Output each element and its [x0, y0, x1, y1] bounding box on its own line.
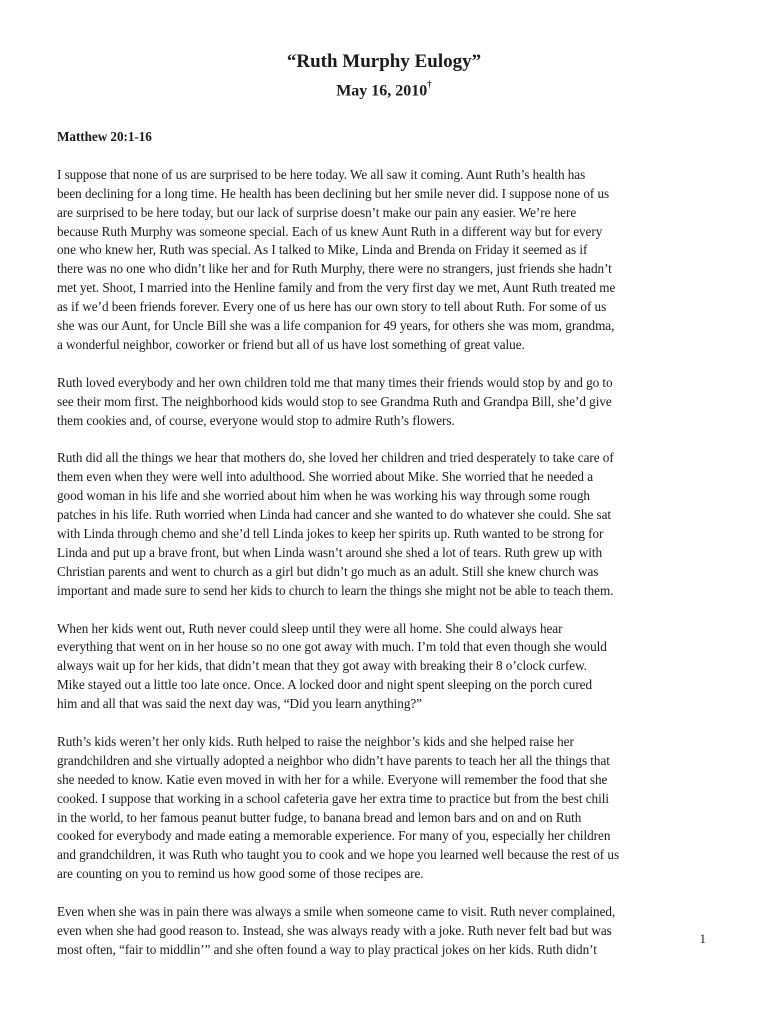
- paragraph-line: with Linda through chemo and she’d tell Linda jokes to keep her spirits up. Ruth wanted to be strong for: [57, 525, 604, 541]
- paragraph-line: Even when she was in pain there was always a smile when someone came to visit. Ruth never complained,: [57, 904, 616, 920]
- paragraph-line: cooked for everybody and made eating a memorable experience. For many of you, especially her children: [57, 828, 611, 844]
- paragraph-line: one who knew her, Ruth was special. As I talked to Mike, Linda and Brenda on Friday it seemed as if: [57, 242, 588, 258]
- document-title: “Ruth Murphy Eulogy”: [286, 51, 482, 72]
- paragraph-line: Linda and put up a brave front, but when Linda wasn’t around she shed a lot of tears. Ruth grew up with: [57, 544, 603, 560]
- paragraph-line: most often, “fair to middlin’” and she often found a way to play practical jokes on her kids. Ruth didn’t: [57, 941, 597, 957]
- paragraph-line: cooked. I suppose that working in a school cafeteria gave her extra time to practice but from the best chili: [57, 790, 609, 806]
- paragraph-line: she needed to know. Katie even moved in with her for a while. Everyone will remember the food that she: [57, 771, 608, 787]
- paragraph-line: everything that went on in her house so no one got away with much. I’m told that even though she would: [57, 639, 607, 655]
- paragraph-line: Ruth loved everybody and her own children told me that many times their friends would stop by and go to: [57, 374, 613, 390]
- paragraph-line: them even when they were well into adulthood. She worried about Mike. She worried that he needed a: [57, 469, 593, 485]
- paragraph-line: Ruth did all the things we hear that mothers do, she loved her children and tried desperately to take care of: [57, 450, 614, 466]
- body-paragraph: [57, 733, 717, 884]
- document-date: [0, 76, 768, 101]
- paragraph-line: important and made sure to send her kids to church to learn the things she might not be able to teach them.: [57, 582, 614, 598]
- body-paragraph: [57, 620, 717, 715]
- body-paragraph: [57, 166, 717, 355]
- paragraph-line: a wonderful neighbor, coworker or friend but all of us have lost something of great value.: [57, 336, 525, 352]
- paragraph-line: see their mom first. The neighborhood kids would stop to see Grandma Ruth and Grandpa Bill, she’d give: [57, 393, 612, 409]
- paragraph-line: them cookies and, of course, everyone would stop to admire Ruth’s flowers.: [57, 412, 455, 428]
- paragraph-line: grandchildren and she virtually adopted a neighbor who didn’t have parents to teach her all the things that: [57, 752, 610, 768]
- paragraph-line: she was our Aunt, for Uncle Bill she was a life companion for 49 years, for others she was mom, grandma,: [57, 318, 615, 334]
- paragraph-line: good woman in his life and she worried about him when he was working his way through some rough: [57, 488, 590, 504]
- paragraph-line: as if we’d been friends forever. Every one of us here has our own story to tell about Ruth. For some of us: [57, 299, 607, 315]
- date-footnote-mark: †: [427, 79, 432, 89]
- paragraphs-container: [57, 166, 717, 960]
- document-body: [57, 128, 717, 979]
- page-number: 1: [699, 931, 706, 946]
- date-text: May 16, 2010: [336, 82, 428, 100]
- paragraph-line: in the world, to her famous peanut butter fudge, to banana bread and lemon bars and on and on Ruth: [57, 809, 582, 825]
- paragraph-line: I suppose that none of us are surprised to be here today. We all saw it coming. Aunt Ruth’s health has: [57, 166, 586, 182]
- paragraph-line: been declining for a long time. He health has been declining but her smile never did. I suppose none of us: [57, 185, 610, 201]
- body-paragraph: [57, 903, 717, 960]
- paragraph-line: there was no one who didn’t like her and for Ruth Murphy, there were no strangers, just friends she hadn’t: [57, 261, 612, 277]
- body-paragraph: [57, 449, 717, 600]
- paragraph-line: always wait up for her kids, that didn’t mean that they got away with breaking their 8 o’clock curfew.: [57, 658, 587, 674]
- paragraph-line: even when she had good reason to. Instead, she was always ready with a joke. Ruth never felt bad but was: [57, 922, 612, 938]
- scripture-reference: Matthew 20:1-16: [57, 129, 152, 144]
- paragraph-line: are surprised to be here today, but our lack of surprise doesn’t make our pain any easier. We’re here: [57, 204, 577, 220]
- paragraph-line: Mike stayed out a little too late once. Once. A locked door and night spent sleeping on the porch cured: [57, 677, 593, 693]
- paragraph-line: Christian parents and went to church as a girl but didn’t go much as an adult. Still she knew church was: [57, 563, 599, 579]
- paragraph-line: him and all that was said the next day was, “Did you learn anything?”: [57, 696, 422, 712]
- paragraph-line: and grandchildren, it was Ruth who taught you to cook and we hope you learned well because the rest of us: [57, 847, 620, 863]
- paragraph-line: When her kids went out, Ruth never could sleep until they were all home. She could always hear: [57, 620, 563, 636]
- paragraph-line: Ruth’s kids weren’t her only kids. Ruth helped to raise the neighbor’s kids and she helped raise her: [57, 733, 574, 749]
- paragraph-line: are counting on you to remind us how good some of those recipes are.: [57, 866, 424, 882]
- paragraph-line: patches in his life. Ruth worried when Linda had cancer and she wanted to do whatever she could. She sat: [57, 507, 612, 523]
- paragraph-line: because Ruth Murphy was someone special. Each of us knew Aunt Ruth in a different way but for every: [57, 223, 603, 239]
- paragraph-line: met yet. Shoot, I married into the Henline family and from the very first day we met, Aunt Ruth treated me: [57, 280, 616, 296]
- body-paragraph: [57, 374, 717, 431]
